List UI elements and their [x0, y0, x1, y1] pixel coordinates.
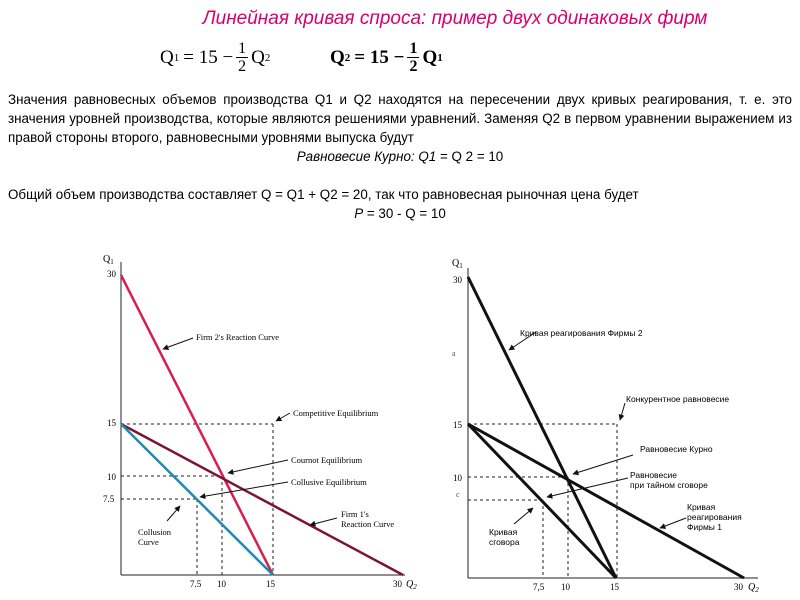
left-ytick-30: 30: [107, 269, 116, 279]
right-xtick-30: 30: [734, 582, 743, 592]
right-collusion-curve: [468, 424, 616, 578]
price-value: = 30 - Q = 10: [363, 206, 446, 221]
paragraph-2: Общий объем производства составляет Q = Q1 + Q2 = 20, так что равновесная рыночная цена будет: [8, 187, 639, 202]
eq2-var-sub: 1: [437, 51, 443, 64]
right-ytick-10: 10: [453, 473, 462, 483]
left-arrow-firm2: [163, 338, 193, 349]
right-ytick-15: 15: [453, 420, 462, 430]
right-label-collusion: Кривая сговора: [489, 527, 520, 547]
right-stray-label-a: a: [452, 349, 456, 358]
left-arrow-collusive: [200, 482, 288, 497]
left-collusion-curve: [121, 424, 273, 575]
right-label-competitive: Конкурентное равновесие: [626, 394, 730, 404]
eq1-lhs-sub: 1: [173, 51, 180, 64]
eq2-var: Q: [422, 46, 438, 68]
left-label-competitive: Competitive Equilibrium: [293, 408, 379, 418]
right-arrow-collusive: [547, 478, 628, 497]
page-title: Линейная кривая спроса: пример двух одинаковых фирм: [202, 8, 708, 29]
left-arrow-firm1: [310, 518, 337, 525]
right-stray-label-c: c: [456, 490, 460, 499]
eq1-var: Q: [251, 46, 265, 68]
eq1-var-sub: 2: [264, 51, 271, 64]
eq2-lhs: Q: [330, 46, 345, 68]
cournot-value: = Q 2 = 10: [436, 149, 504, 164]
right-label-cournot: Равновесие Курно: [640, 444, 713, 454]
right-arrow-collusion: [514, 508, 533, 524]
right-label-collusive: Равновесие при тайном сговоре: [630, 470, 708, 490]
right-arrow-firm1: [660, 518, 686, 528]
left-label-collusive: Collusive Equilibrium: [291, 477, 367, 487]
right-arrow-competitive: [620, 403, 625, 420]
left-arrow-competitive: [276, 413, 290, 421]
right-xtick-15: 15: [610, 582, 619, 592]
right-ytick-30: 30: [453, 275, 462, 285]
left-xtick-10: 10: [217, 579, 226, 589]
left-xtick-30: 30: [393, 579, 402, 589]
left-label-firm1: Firm 1's Reaction Curve: [341, 509, 395, 529]
right-xtick-7-5: 7,5: [533, 582, 545, 592]
right-label-firm1: Кривая реагирования Фирмы 1: [687, 502, 742, 532]
eq2-lhs-sub: 2: [344, 51, 351, 64]
right-ylabel: $Q_1$: [452, 258, 463, 270]
left-xtick-15: 15: [266, 579, 275, 589]
paragraph-1: Значения равновесных объемов производства Q1 и Q2 находятся на пересечении двух кривых реагирования, т. е. это значения уровней производства, которые являются решениями уравнений. Заменяя Q2 в первом уравнении выражением из правой стороны второго, равновесными уровнями выпуска будут: [8, 92, 792, 145]
left-ylabel: $Q_1$: [103, 254, 114, 266]
left-arrow-cournot: [228, 460, 288, 473]
eq1-lhs: Q: [160, 46, 174, 68]
left-ytick-7-5: 7.5: [103, 494, 115, 504]
cournot-label: Равновесие Курно: Q1: [296, 149, 437, 164]
chart-right: [452, 258, 759, 594]
eq2-numerator: 1: [409, 40, 418, 57]
right-label-firm2: Кривая реагирования Фирмы 2: [520, 328, 643, 338]
right-xtick-10: 10: [561, 582, 570, 592]
left-ytick-15: 15: [107, 418, 116, 428]
left-label-firm2: Firm 2's Reaction Curve: [196, 332, 279, 342]
left-label-collusion: Collusion Curve: [138, 527, 172, 547]
left-xtick-7-5: 7.5: [190, 579, 202, 589]
left-arrow-collusion: [167, 506, 180, 521]
eq2-const: = 15 −: [354, 46, 405, 68]
eq1-denominator: 2: [238, 58, 247, 75]
left-label-cournot: Cournot Equilibrium: [291, 455, 363, 465]
left-ytick-10: 10: [107, 472, 116, 482]
left-xlabel: $Q_2$: [406, 579, 417, 591]
right-arrow-cournot: [573, 455, 633, 474]
eq2-denominator: 2: [409, 58, 418, 75]
price-label: P: [354, 206, 364, 221]
right-xlabel: $Q_2$: [748, 582, 759, 594]
chart-left: [103, 254, 417, 591]
eq1-const: = 15 −: [183, 46, 234, 68]
eq1-numerator: 1: [238, 40, 247, 57]
